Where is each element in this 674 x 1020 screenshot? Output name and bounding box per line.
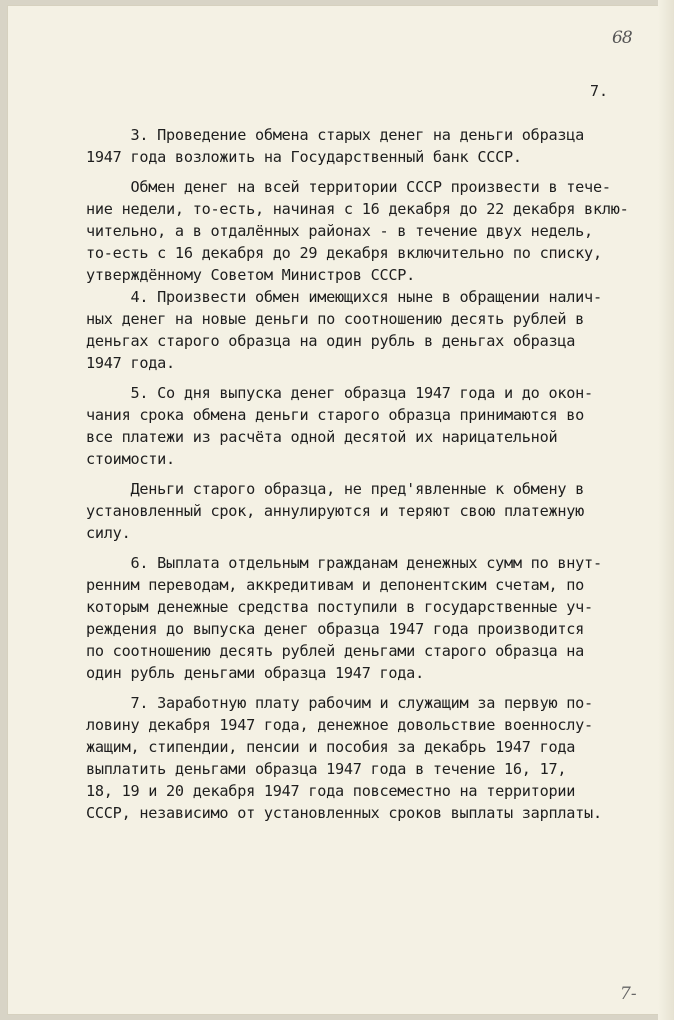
- text-line: стоимости.: [86, 450, 175, 468]
- handwritten-folio-number: 68: [612, 28, 632, 48]
- text-line: 1947 года.: [86, 354, 175, 372]
- text-line: деньгах старого образца на один рубль в деньгах образца: [86, 332, 576, 350]
- text-line: ловину декабря 1947 года, денежное довольствие военнослу-: [86, 716, 593, 734]
- text-line: по соотношению десять рублей деньгами старого образца на: [86, 642, 585, 660]
- text-line: установленный срок, аннулируются и теряют свою платежную: [86, 502, 585, 520]
- text-line: ренним переводам, аккредитивам и депонентским счетам, по: [86, 576, 585, 594]
- paragraph: [86, 382, 646, 470]
- text-line: Деньги старого образца, не пред'явленные к обмену в: [86, 480, 585, 498]
- text-line: ние недели, то-есть, начиная с 16 декабря до 22 декабря вклю-: [86, 200, 629, 218]
- text-line: ных денег на новые деньги по соотношению десять рублей в: [86, 310, 585, 328]
- paragraph: [86, 552, 646, 684]
- paragraph: [86, 176, 646, 286]
- text-line: 6. Выплата отдельным гражданам денежных сумм по внут-: [86, 554, 602, 572]
- paragraph: [86, 286, 646, 374]
- text-line: выплатить деньгами образца 1947 года в течение 16, 17,: [86, 760, 567, 778]
- page-number: 7.: [590, 82, 609, 100]
- text-line: 1947 года возложить на Государственный банк СССР.: [86, 148, 522, 166]
- text-line: чания срока обмена деньги старого образца принимаются во: [86, 406, 585, 424]
- document-body: [86, 124, 646, 824]
- text-line: СССР, независимо от установленных сроков выплаты зарплаты.: [86, 804, 602, 822]
- text-line: Обмен денег на всей территории СССР произвести в тече-: [86, 178, 611, 196]
- text-line: утверждённому Советом Министров СССР.: [86, 266, 416, 284]
- paragraph: [86, 124, 646, 168]
- text-line: 5. Со дня выпуска денег образца 1947 года и до окон-: [86, 384, 593, 402]
- paragraph: [86, 692, 646, 824]
- scan-edge: [658, 0, 674, 1020]
- text-line: 18, 19 и 20 декабря 1947 года повсеместно на территории: [86, 782, 576, 800]
- text-line: 3. Проведение обмена старых денег на деньги образца: [86, 126, 585, 144]
- text-line: силу.: [86, 524, 131, 542]
- text-line: реждения до выпуска денег образца 1947 года производится: [86, 620, 585, 638]
- text-line: жащим, стипендии, пенсии и пособия за декабрь 1947 года: [86, 738, 576, 756]
- handwritten-bottom-mark: 7-: [620, 984, 637, 1004]
- text-line: чительно, а в отдалённых районах - в течение двух недель,: [86, 222, 593, 240]
- text-line: 7. Заработную плату рабочим и служащим за первую по-: [86, 694, 593, 712]
- text-line: то-есть с 16 декабря до 29 декабря включительно по списку,: [86, 244, 602, 262]
- text-line: один рубль деньгами образца 1947 года.: [86, 664, 424, 682]
- text-line: все платежи из расчёта одной десятой их нарицательной: [86, 428, 558, 446]
- paragraph: [86, 478, 646, 544]
- text-line: 4. Произвести обмен имеющихся ныне в обращении налич-: [86, 288, 602, 306]
- text-line: которым денежные средства поступили в государственные уч-: [86, 598, 593, 616]
